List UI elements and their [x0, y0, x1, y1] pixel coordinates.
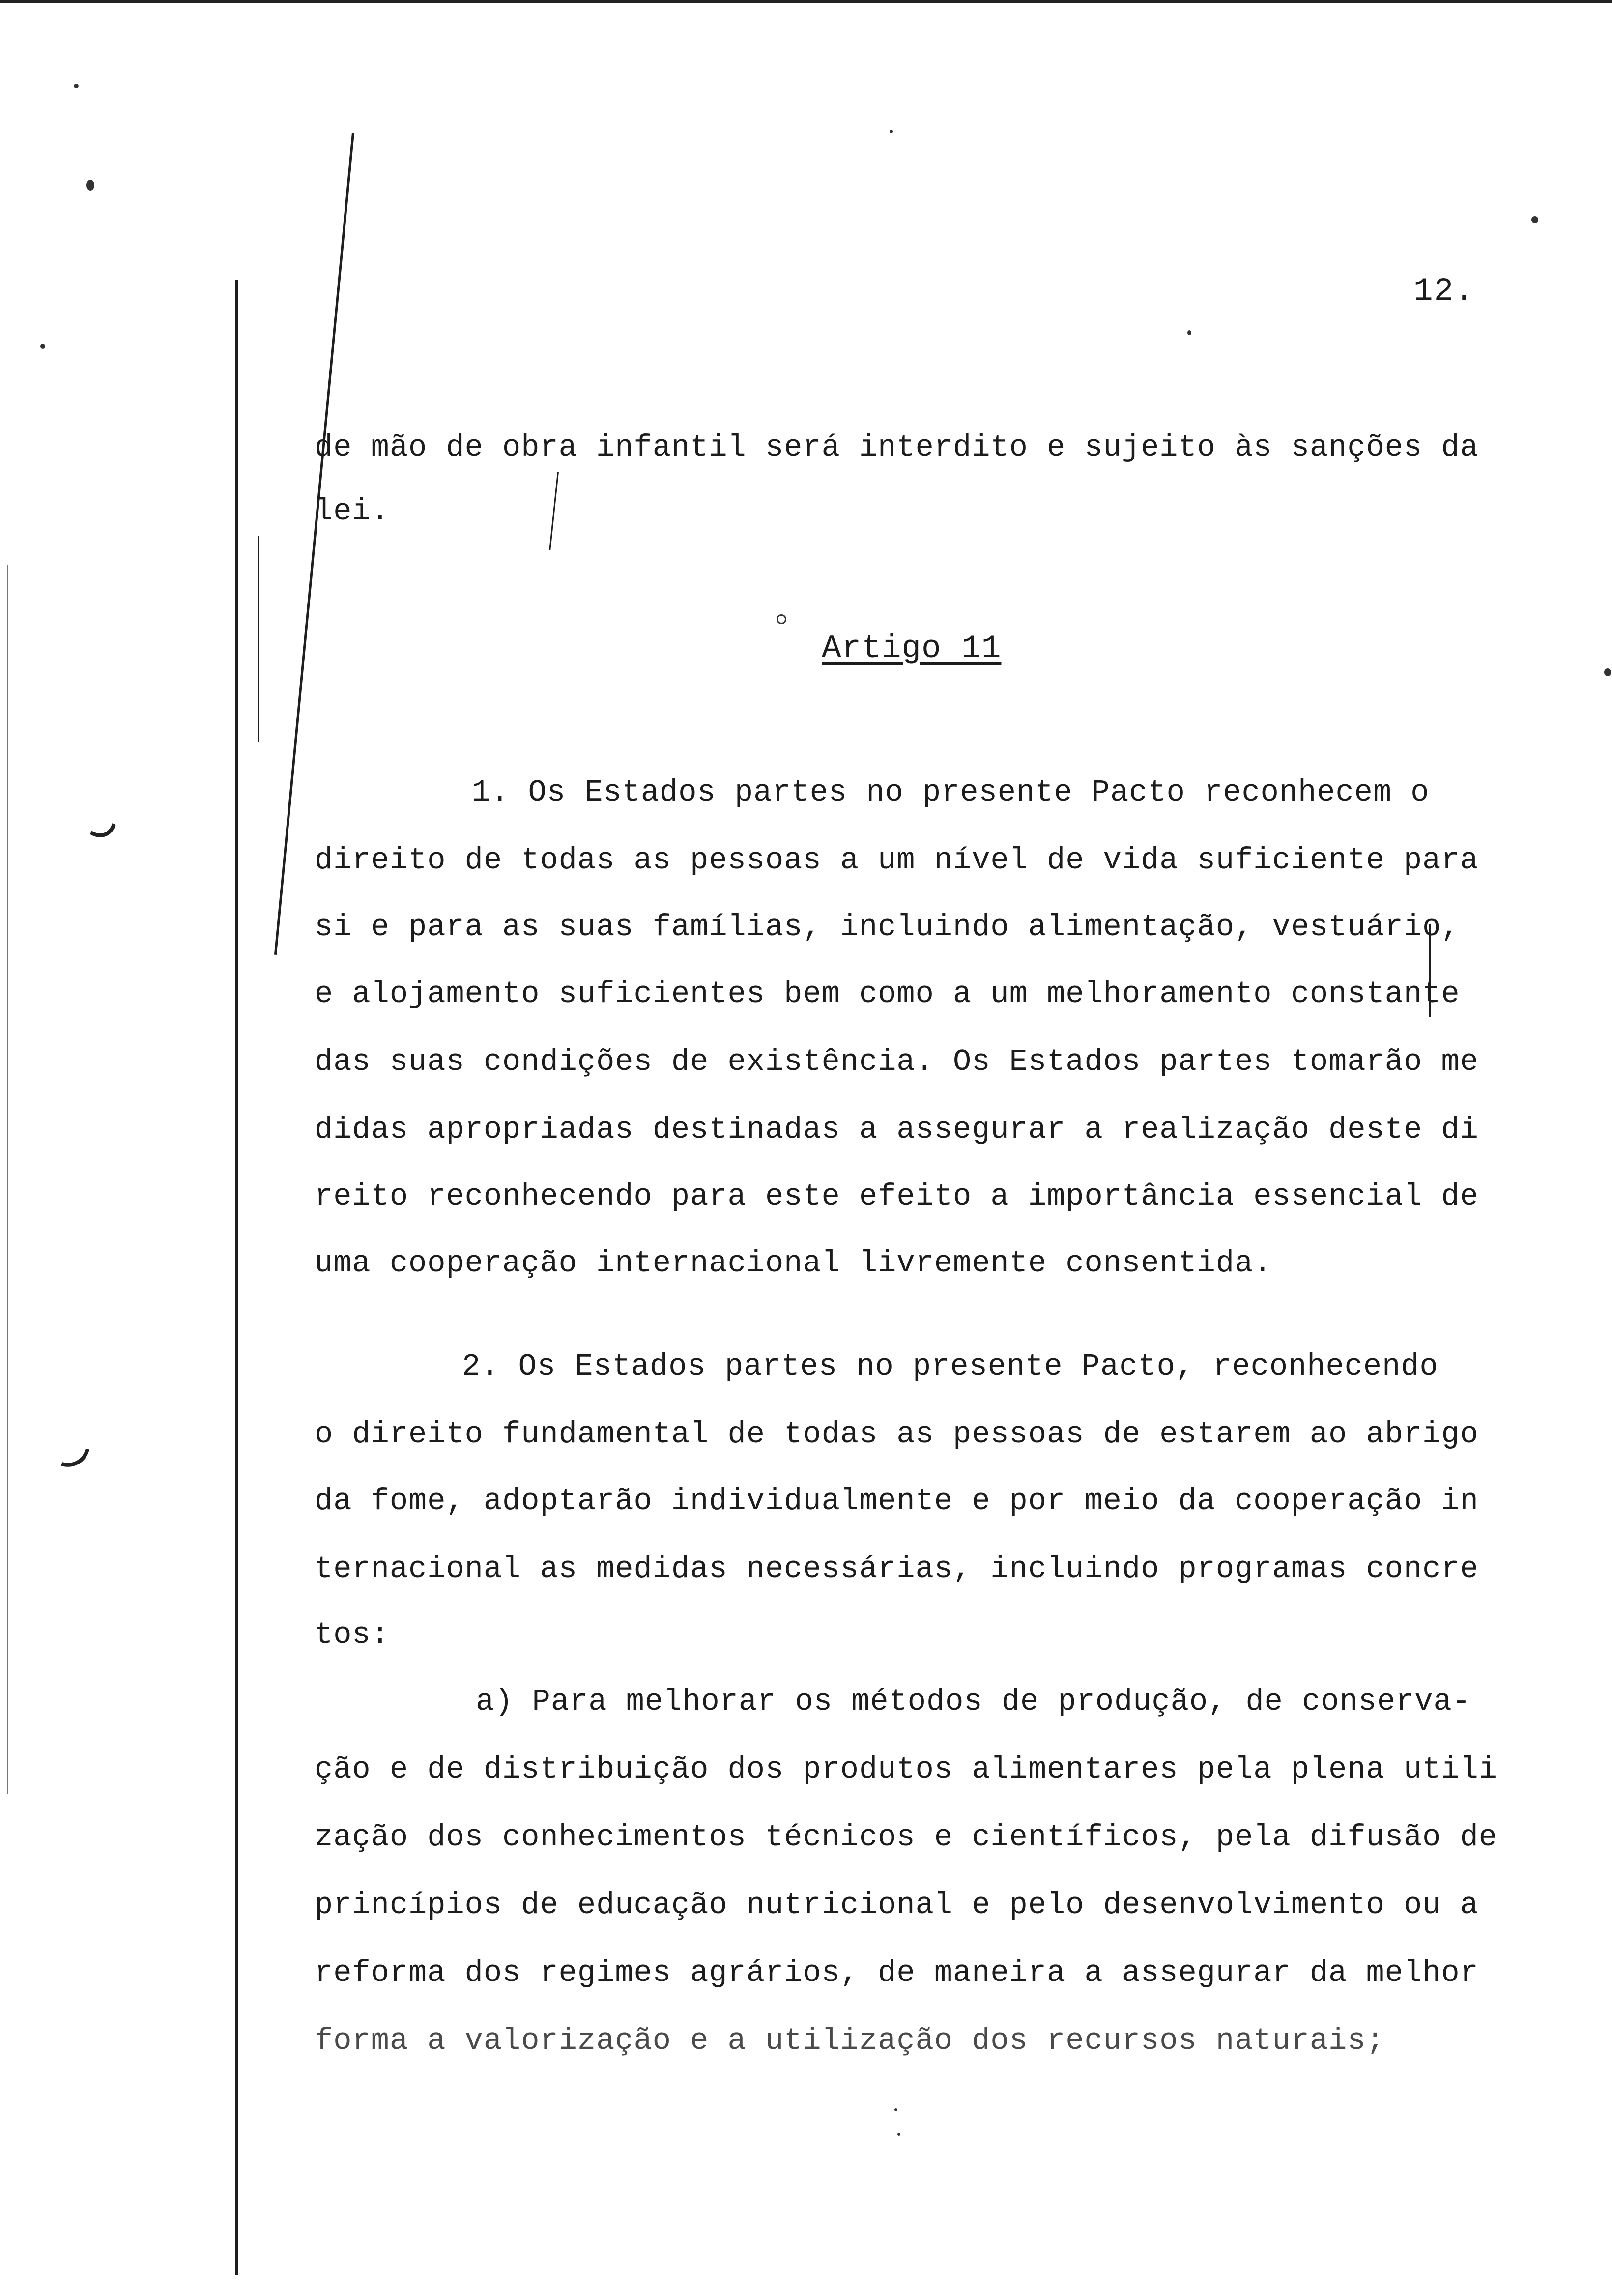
continuation-line: lei. [315, 494, 390, 529]
item-a-line: zação dos conhecimentos técnicos e científicos, pela difusão de [315, 1820, 1497, 1855]
scan-speck [74, 84, 79, 88]
item-a-line: reforma dos regimes agrários, de maneira a assegurar da melhor [315, 1955, 1479, 1990]
item-a-line: princípios de educação nutricional e pelo desenvolvimento ou a [315, 1888, 1479, 1923]
scan-speck [897, 2133, 900, 2136]
scan-top-edge [0, 0, 1612, 3]
paragraph-1-line: e alojamento suficientes bem como a um melhoramento constante [315, 976, 1460, 1011]
paragraph-1-line: uma cooperação internacional livremente consentida. [315, 1246, 1272, 1281]
paragraph-1-line: reito reconhecendo para este efeito a importância essencial de [315, 1179, 1479, 1214]
margin-tick-short [258, 536, 259, 742]
scan-speck [890, 130, 893, 133]
paragraph-2-line: 2. Os Estados partes no presente Pacto, reconhecendo [462, 1349, 1439, 1384]
paragraph-2-line: tos: [315, 1617, 390, 1652]
paragraph-1-line: si e para as suas famílias, incluindo alimentação, vestuário, [315, 910, 1460, 945]
article-title: Artigo 11 [822, 630, 1002, 667]
scan-speck [1531, 216, 1538, 223]
scan-edge-left [7, 565, 8, 1794]
paragraph-2-line: o direito fundamental de todas as pessoas de estarem ao abrigo [315, 1417, 1479, 1452]
margin-rule-slanted [274, 133, 354, 955]
punch-hole-upper [64, 771, 125, 844]
paragraph-1-line: 1. Os Estados partes no presente Pacto reconhecem o [472, 775, 1430, 810]
scan-speck [1187, 330, 1191, 335]
item-a-line: a) Para melhorar os métodos de produção, de conserva- [476, 1684, 1471, 1719]
scan-speck [894, 2108, 897, 2111]
continuation-line: de mão de obra infantil será interdito e sujeito às sanções da [315, 430, 1479, 465]
scan-speck [1604, 668, 1611, 676]
paragraph-1-line: didas apropriadas destinadas a assegurar a realização deste di [315, 1112, 1479, 1147]
paragraph-2-line: da fome, adoptarão individualmente e por meio da cooperação in [315, 1484, 1479, 1519]
item-a-line: forma a valorização e a utilização dos recursos naturais; [315, 2023, 1385, 2058]
page-number: 12. [1413, 273, 1475, 310]
item-a-line: ção e de distribuição dos produtos alimentares pela plena utili [315, 1752, 1497, 1787]
paragraph-2-line: ternacional as medidas necessárias, incluindo programas concre [315, 1551, 1479, 1586]
punch-hole-lower [32, 1407, 99, 1476]
paragraph-1-line: direito de todas as pessoas a um nível de vida suficiente para [315, 843, 1479, 878]
scan-speck [86, 180, 94, 191]
paragraph-1-line: das suas condições de existência. Os Estados partes tomarão me [315, 1044, 1479, 1079]
scan-speck [777, 614, 786, 624]
margin-rule-left [235, 280, 238, 2275]
scan-speck [40, 344, 45, 349]
